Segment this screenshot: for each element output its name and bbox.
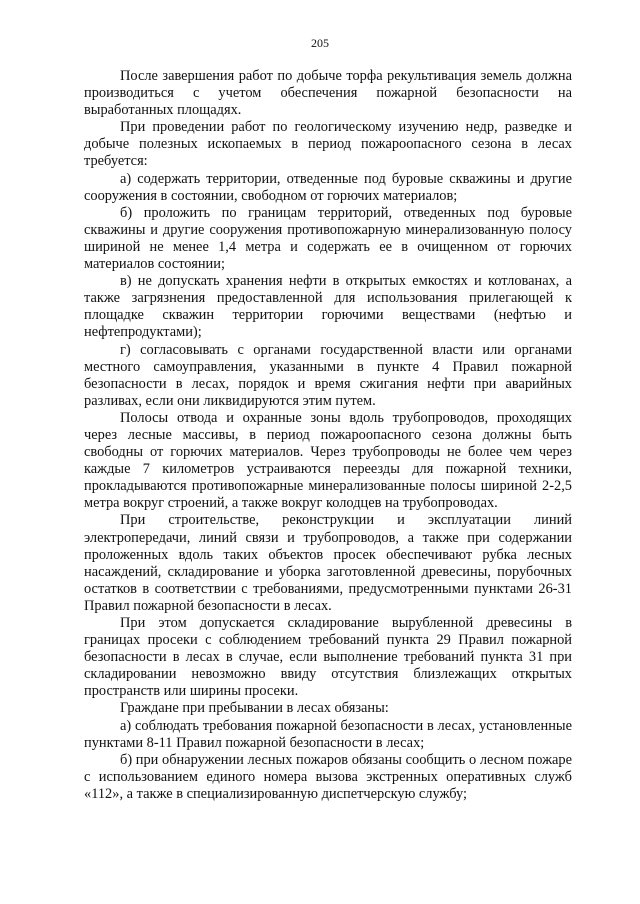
paragraph-citizens-item-b: б) при обнаружении лесных пожаров обязаны сообщить о лесном пожаре с использованием единого номера вызова экстренных оперативных служб «112», а также в специализированную диспетчерскую службу; bbox=[84, 751, 572, 802]
paragraph-item-b-firebreak: б) проложить по границам территорий, отведенных под буровые скважины и другие сооружения противопожарную минерализованную полосу шириной не менее 1,4 метра и содержать ее в очищенном от горючих материалов состоянии; bbox=[84, 204, 572, 273]
paragraph-item-g-oil-burning: г) согласовывать с органами государственной власти или органами местного самоуправления, указанными в пункте 4 Правил пожарной безопасности в лесах, порядок и время сжигания нефти при аварийных разливах, если они ликвидируются этим путем. bbox=[84, 341, 572, 409]
paragraph-item-a-territories: а) содержать территории, отведенные под буровые скважины и другие сооружения в состоянии, свободном от горючих материалов; bbox=[84, 170, 572, 204]
paragraph-pipelines: Полосы отвода и охранные зоны вдоль трубопроводов, проходящих через лесные массивы, в период пожароопасного сезона должны быть свободны от горючих материалов. Через трубопроводы не более чем через каждые 7 километров устраиваются переезды для пожарной техники, прокладываются противопожарные минерализованные полосы шириной 2-2,5 метра вокруг строений, а также вокруг колодцев на трубопроводах. bbox=[84, 409, 572, 512]
paragraph-geological-works-intro: При проведении работ по геологическому изучению недр, разведке и добыче полезных ископаемых в период пожароопасного сезона в лесах требуется: bbox=[84, 119, 572, 170]
paragraph-item-v-oil-storage: в) не допускать хранения нефти в открытых емкостях и котлованах, а также загрязнения предоставленной для использования прилегающей к площадке скважин территории горючими веществами (нефтью и нефтепродуктами); bbox=[84, 273, 572, 341]
paragraph-wood-storage: При этом допускается складирование вырубленной древесины в границах просеки с соблюдением требований пункта 29 Правил пожарной безопасности в лесах в случае, если выполнение требований пункта 31 при складировании невозможно ввиду отсутствия близлежащих открытых пространств или ширины просеки. bbox=[84, 615, 572, 700]
paragraph-citizens-obligations: Граждане при пребывании в лесах обязаны: bbox=[120, 700, 389, 717]
paragraph-peat-recultivation: После завершения работ по добыче торфа рекультивация земель должна производиться с учетом обеспечения пожарной безопасности на выработанных площадях. bbox=[84, 68, 572, 119]
document-body bbox=[84, 68, 572, 803]
paragraph-power-lines: При строительстве, реконструкции и эксплуатации линий электропередачи, линий связи и трубопроводов, а также при содержании проложенных вдоль таких объектов просек обеспечивают рубка лесных насаждений, складирование и уборка заготовленной древесины, порубочных остатков в соответствии с требованиями, предусмотренными пунктами 26-31 Правил пожарной безопасности в лесах. bbox=[84, 512, 572, 614]
page-number: 205 bbox=[311, 36, 329, 50]
paragraph-citizens-item-a: а) соблюдать требования пожарной безопасности в лесах, установленные пунктами 8-11 Правил пожарной безопасности в лесах; bbox=[84, 717, 572, 751]
